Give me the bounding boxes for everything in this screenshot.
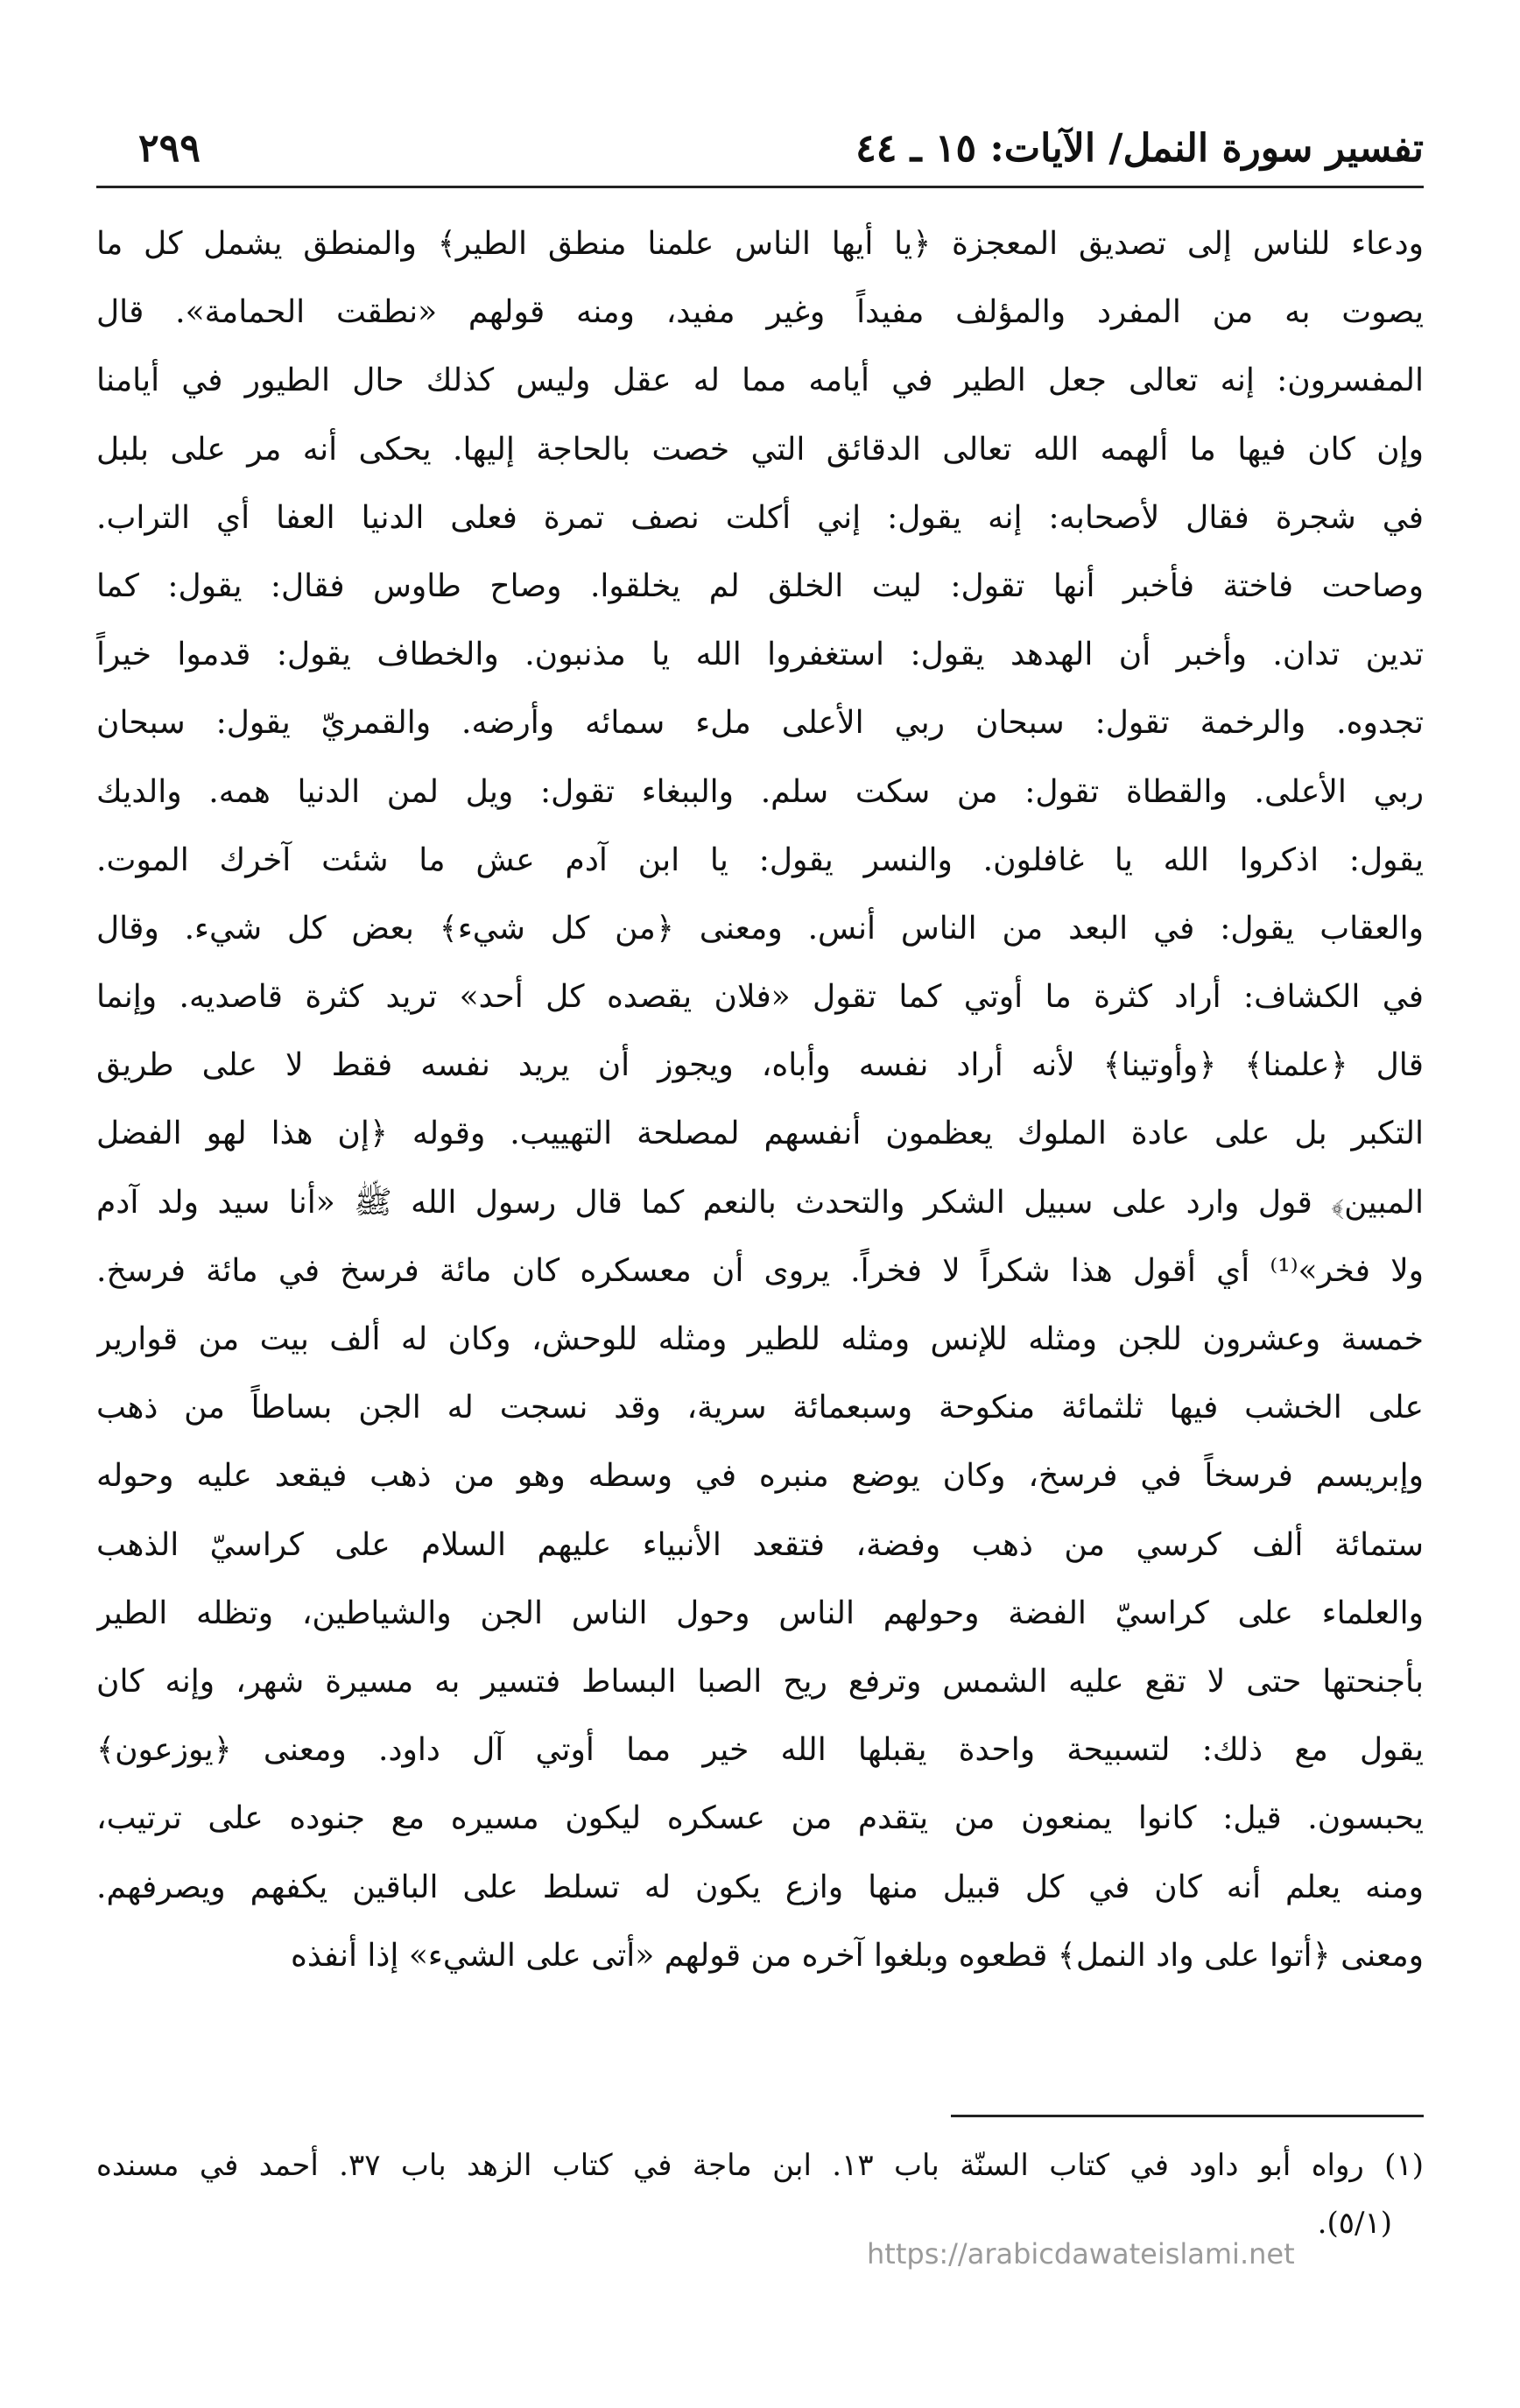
page-header: [96, 123, 1424, 184]
text-line: يصوت به من المفرد والمؤلف مفيداً وغير مفيد، ومنه قولهم «نطقت الحمامة». قال: [96, 294, 1424, 331]
text-line: قال ﴿علمنا﴾ ﴿وأوتينا﴾ لأنه أراد نفسه وأباه، ويجوز أن يريد نفسه فقط لا على طريق: [96, 1047, 1424, 1084]
page-number: ٢٩٩: [138, 126, 201, 171]
text-line: ولا فخر»⁽¹⁾ أي أقول هذا شكراً لا فخراً. يروى أن معسكره كان مائة فرسخ في مائة فرسخ.: [96, 1252, 1424, 1289]
text-line: ومعنى ﴿أتوا على واد النمل﴾ قطعوه وبلغوا آخره من قولهم «أتى على الشيء» إذا أنفذه: [290, 1937, 1424, 1974]
text-line: وإن كان فيها ما ألهمه الله تعالى الدقائق التي خصت بالحاجة إليها. يحكى أنه مر على بلبل: [96, 431, 1424, 468]
footnote-divider: [951, 2115, 1424, 2117]
footnote-line: (٥/١).: [1317, 2206, 1392, 2241]
text-line: والعلماء على كراسيّ الفضة وحولهم الناس وحول الناس الجن والشياطين، وتظله الطير: [96, 1595, 1424, 1631]
text-line: تدين تدان. وأخبر أن الهدهد يقول: استغفروا الله يا مذنبون. والخطاف يقول: قدموا خيراً: [96, 637, 1424, 673]
text-line: المفسرون: إنه تعالى جعل الطير في أيامه مما له عقل وليس كذلك حال الطيور في أيامنا: [96, 363, 1424, 399]
watermark: https://arabicdawateislami.net: [867, 2237, 1295, 2271]
footnotes: [96, 2137, 1424, 2252]
text-line: يحبسون. قيل: كانوا يمنعون من يتقدم من عسكره ليكون مسيره مع جنوده على ترتيب،: [96, 1800, 1424, 1837]
text-line: التكبر بل على عادة الملوك يعظمون أنفسهم لمصلحة التهييب. وقوله ﴿إن هذا لهو الفضل: [96, 1116, 1424, 1152]
text-line: ستمائة ألف كرسي من ذهب وفضة، فتقعد الأنبياء عليهم السلام على كراسيّ الذهب: [96, 1526, 1424, 1563]
text-line: على الخشب فيها ثلثمائة منكوحة وسبعمائة سرية، وقد نسجت له الجن بساطاً من ذهب: [96, 1390, 1424, 1426]
text-line: خمسة وعشرون للجن ومثله للإنس ومثله للطير ومثله للوحش، وكان له ألف بيت من قوارير: [96, 1321, 1424, 1357]
text-line: بأجنحتها حتى لا تقع عليه الشمس وترفع ريح الصبا البساط فتسير به مسيرة شهر، وإنه كان: [96, 1663, 1424, 1700]
text-line: وصاحت فاختة فأخبر أنها تقول: ليت الخلق لم يخلقوا. وصاح طاوس فقال: يقول: كما: [96, 567, 1424, 604]
text-line: في شجرة فقال لأصحابه: إنه يقول: إني أكلت نصف تمرة فعلى الدنيا العفا أي التراب.: [96, 499, 1424, 536]
main-text: [96, 210, 1424, 1990]
running-title: تفسير سورة النمل/ الآيات: ١٥ ـ ٤٤: [855, 126, 1424, 171]
text-line: والعقاب يقول: في البعد من الناس أنس. ومعنى ﴿من كل شيء﴾ بعض كل شيء. وقال: [96, 910, 1424, 947]
text-line: ربي الأعلى. والقطاة تقول: من سكت سلم. والببغاء تقول: ويل لمن الدنيا همه. والديك: [96, 773, 1424, 810]
text-line: المبين﴾ قول وارد على سبيل الشكر والتحدث بالنعم كما قال رسول الله ﷺ «أنا سيد ولد آدم: [96, 1184, 1424, 1221]
text-line: ومنه يعلم أنه كان في كل قبيل منها وازع يكون له تسلط على الباقين يكفهم ويصرفهم.: [96, 1869, 1424, 1905]
text-line: وإبريسم فرسخاً في فرسخ، وكان يوضع منبره في وسطه وهو من ذهب فيقعد عليه وحوله: [96, 1458, 1424, 1495]
text-line: في الكشاف: أراد كثرة ما أوتي كما تقول «فلان يقصده كل أحد» تريد كثرة قاصديه. وإنما: [96, 979, 1424, 1016]
footnote-line: (١) رواه أبو داود في كتاب السنّة باب ١٣. ابن ماجة في كتاب الزهد باب ٣٧. أحمد في مسنده: [96, 2148, 1424, 2183]
text-line: ودعاء للناس إلى تصديق المعجزة ﴿يا أيها الناس علمنا منطق الطير﴾ والمنطق يشمل كل ما: [96, 226, 1424, 262]
text-line: تجدوه. والرخمة تقول: سبحان ربي الأعلى ملء سمائه وأرضه. والقمريّ يقول: سبحان: [96, 705, 1424, 742]
text-line: يقول مع ذلك: لتسبيحة واحدة يقبلها الله خير مما أوتي آل داود. ومعنى ﴿يوزعون﴾: [96, 1732, 1424, 1769]
text-line: يقول: اذكروا الله يا غافلون. والنسر يقول: يا ابن آدم عش ما شئت آخرك الموت.: [96, 841, 1424, 878]
header-divider: [96, 186, 1424, 188]
